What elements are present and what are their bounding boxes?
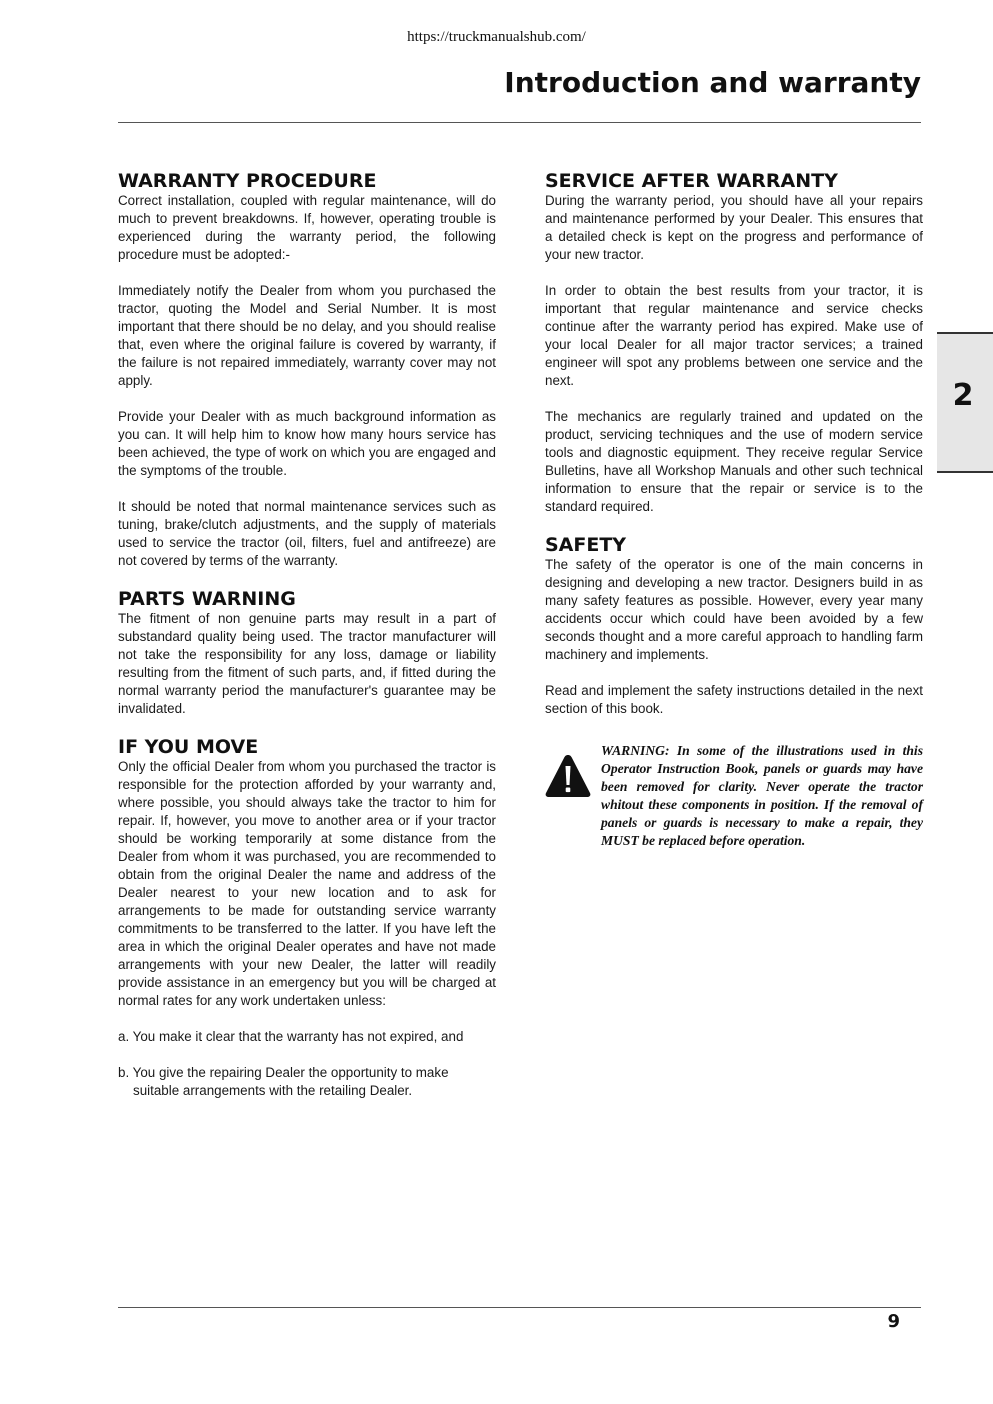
page-number: 9 bbox=[887, 1311, 900, 1332]
section-heading: WARRANTY PROCEDURE bbox=[118, 170, 377, 192]
left-column bbox=[118, 170, 496, 1118]
section-heading: SAFETY bbox=[545, 534, 627, 556]
warning-triangle-icon bbox=[545, 754, 591, 798]
chapter-number: 2 bbox=[952, 378, 974, 413]
paragraph: The mechanics are regularly trained and updated on the product, servicing techniques and the use of modern service tools and diagnostic equipment. They receive regular Service Bulletins, have all Workshop Manuals and other such technical information to ensure that the repair or service is to the standard required. bbox=[545, 409, 923, 514]
service-after-warranty-section bbox=[545, 170, 923, 516]
chapter-tab bbox=[937, 332, 993, 473]
paragraph: Immediately notify the Dealer from whom you purchased the tractor, quoting the Model and Serial Number. It is most important that there should be no delay, and you should realise that, even where the original failure is covered by warranty, if the failure is not repaired immediately, warranty cover may not apply. bbox=[118, 283, 496, 388]
paragraph: In order to obtain the best results from your tractor, it is important that regular maintenance and service checks continue after the warranty period has expired. Make use of your local Dealer for all major tractor services; a trained engineer will spot any problems between one service and the next. bbox=[545, 283, 923, 388]
header-divider bbox=[118, 122, 921, 123]
paragraph: The safety of the operator is one of the main concerns in designing and developing a new tractor. Designers build in as many safety features as possible. However, every year many accidents occur which could have been avoided by a few seconds thought and a more careful approach to handling farm machinery and implements. bbox=[545, 557, 923, 662]
paragraph: Only the official Dealer from whom you purchased the tractor is responsible for the protection afforded by your warranty and, where possible, you should always take the tractor to him for repair. If, however, you move to another area or if your tractor should be working temporarily at some distance from the Dealer from whom it was purchased, you are recommended to obtain from the original Dealer the name and address of the Dealer nearest to your new location and to ask for arrangements to be made for outstanding service warranty commitments to be transferred to the latter. If you have left the area in which the original Dealer operates and have not made arrangements with your new Dealer, the latter will readily provide assistance in an emergency but you will be charged at normal rates for any work undertaken unless: bbox=[118, 759, 496, 1008]
list-item: b. You give the repairing Dealer the opportunity to make suitable arrangements with the retailing Dealer. bbox=[118, 1065, 449, 1098]
warning-body: In some of the illustrations used in this Operator Instruction Book, panels or guards may have been removed for clarity. Never operate the tractor whitout these components in position. If the removal of panels or guards is necessary to make a repair, they MUST be replaced before operation. bbox=[601, 743, 923, 848]
page-title: Introduction and warranty bbox=[504, 66, 921, 99]
paragraph: During the warranty period, you should have all your repairs and maintenance performed by your Dealer. This ensures that a detailed check is kept on the progress and performance of your new tractor. bbox=[545, 193, 923, 262]
if-you-move-section bbox=[118, 736, 496, 1100]
warning-callout bbox=[545, 742, 923, 882]
paragraph: Correct installation, coupled with regular maintenance, will do much to prevent breakdowns. If, however, operating trouble is experienced during the warranty period, the following procedure must be adopted:- bbox=[118, 193, 496, 262]
section-heading: PARTS WARNING bbox=[118, 588, 296, 610]
parts-warning-section bbox=[118, 588, 496, 718]
warning-label: WARNING: bbox=[601, 743, 670, 758]
paragraph: The fitment of non genuine parts may result in a part of substandard quality being used. The tractor manufacturer will not take the responsibility for any loss, damage or liability resulting from the fitment of such parts, and, if fitted during the normal warranty period the manufacturer's guarantee may be invalidated. bbox=[118, 611, 496, 716]
paragraph: Provide your Dealer with as much background information as you can. It will help him to know how many hours service has been achieved, the type of work on which you are engaged and the symptoms of the trouble. bbox=[118, 409, 496, 478]
safety-section bbox=[545, 534, 923, 718]
right-column bbox=[545, 170, 923, 882]
warning-text bbox=[601, 742, 923, 850]
list-item: a. You make it clear that the warranty has not expired, and bbox=[118, 1029, 464, 1044]
paragraph: It should be noted that normal maintenance services such as tuning, brake/clutch adjustments, and the supply of materials used to service the tractor (oil, filters, fuel and antifreeze) are not covered by terms of the warranty. bbox=[118, 499, 496, 568]
source-url: https://truckmanualshub.com/ bbox=[407, 29, 586, 45]
section-heading: IF YOU MOVE bbox=[118, 736, 259, 758]
paragraph: Read and implement the safety instructions detailed in the next section of this book. bbox=[545, 683, 923, 716]
footer-divider bbox=[118, 1307, 921, 1308]
warranty-procedure-section bbox=[118, 170, 496, 570]
section-heading: SERVICE AFTER WARRANTY bbox=[545, 170, 838, 192]
